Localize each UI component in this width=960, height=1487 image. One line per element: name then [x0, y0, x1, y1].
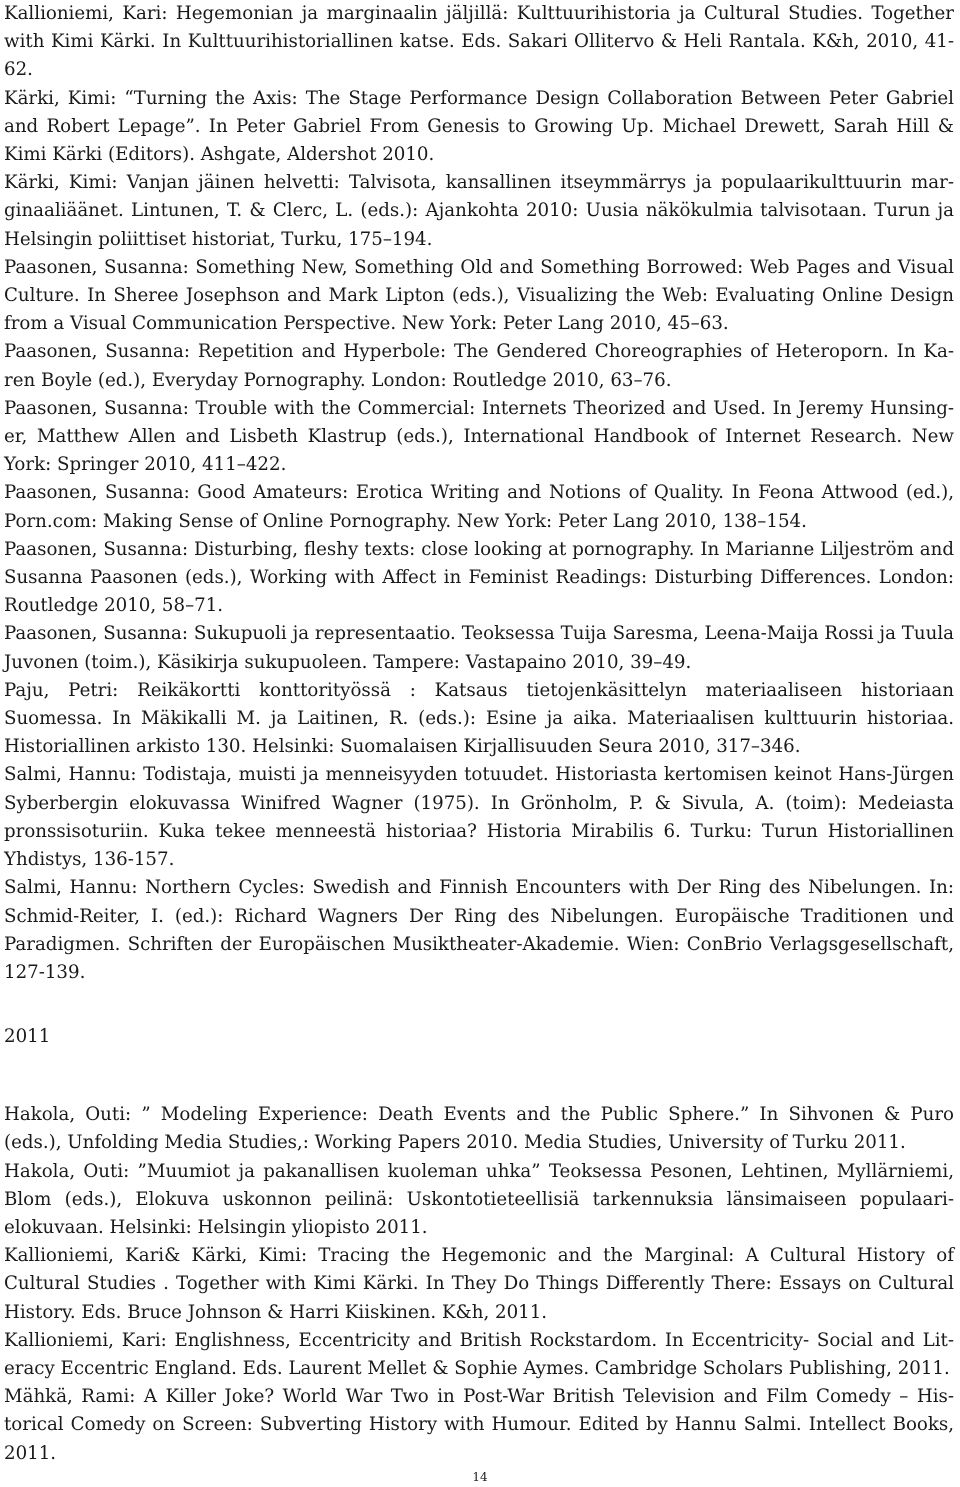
reference-entry: Paasonen, Susanna: Something New, Something Old and Something Borrowed: Web Pages and Visual Culture. In Sheree Josephson and Mark Lipton (eds.), Visualizing the Web: Evaluating Online Design from a Visual Communication Perspective. New York: Peter Lang 2010, 45–63.	[4, 256, 954, 335]
reference-entry: Salmi, Hannu: Northern Cycles: Swedish and Finnish Encounters with Der Ring des Nibelungen. In: Schmid-Reiter, I. (ed.): Richard Wagners Der Ring des Nibelungen. Europäische Traditionen und Paradigmen. Schriften der Europäischen Musiktheater-Akademie. Wien: ConBrio Verlagsgesellschaft, 127-139.	[4, 877, 954, 983]
reference-entry: Salmi, Hannu: Todistaja, muisti ja menneisyyden totuudet. Historiasta kertomisen keinot Hans-Jürgen Syberbergin elokuvassa Winifred Wagner (1975). In Grönholm, P. & Sivula, A. (toim): Medeiasta pronssisoturiin. Kuka tekee menneestä historiaa? Historia Mirabilis 6. Turku: Turun Historiallinen Yhdistys, 136-157.	[4, 764, 954, 871]
reference-entry: Hakola, Outi: ”Muumiot ja pakanallisen kuoleman uhka” Teoksessa Pesonen, Lehtinen, Myllärniemi, Blom (eds.), Elokuva uskonnon peilinä: Uskontotieteellisiä tarkennuksia länsimaiseen populaarielokuvaan. Helsinki: Helsingin yliopisto 2011.	[4, 1160, 954, 1238]
reference-entry: Paasonen, Susanna: Sukupuoli ja representaatio. Teoksessa Tuija Saresma, Leena-Maija Rossi ja Tuula Juvonen (toim.), Käsikirja sukupuoleen. Tampere: Vastapaino 2010, 39–49.	[4, 623, 954, 673]
reference-entry: Kärki, Kimi: “Turning the Axis: The Stage Performance Design Collaboration Between Peter Gabriel and Robert Lepage”. In Peter Gabriel From Genesis to Growing Up. Michael Drewett, Sarah Hill & Kimi Kärki (Editors). Ashgate, Aldershot 2010.	[4, 87, 954, 166]
year-heading: 2011	[4, 1026, 51, 1048]
reference-entry: Mähkä, Rami: A Killer Joke? World War Two in Post-War British Television and Film Comedy – Historical Comedy on Screen: Subverting History with Humour. Edited by Hannu Salmi. Intellect Books, 2011.	[4, 1386, 954, 1464]
page-content	[4, 0, 954, 1468]
reference-entry: Paasonen, Susanna: Trouble with the Commercial: Internets Theorized and Used. In Jeremy Hunsinger, Matthew Allen and Lisbeth Klastrup (eds.), International Handbook of Internet Research. New York: Springer 2010, 411–422.	[4, 397, 954, 476]
reference-entry: Paju, Petri: Reikäkortti konttorityössä : Katsaus tietojenkäsittelyn materiaaliseen historiaan Suomessa. In Mäkikalli M. ja Laitinen, R. (eds.): Esine ja aika. Materiaalisen kulttuurin historiaa. Historiallinen arkisto 130. Helsinki: Suomalaisen Kirjallisuuden Seura 2010, 317–346.	[4, 679, 954, 758]
page-number: 14	[472, 1470, 488, 1484]
reference-entry: Paasonen, Susanna: Good Amateurs: Erotica Writing and Notions of Quality. In Feona Attwood (ed.), Porn.com: Making Sense of Online Pornography. New York: Peter Lang 2010, 138–154.	[4, 482, 954, 532]
reference-entry: Kallioniemi, Kari: Hegemonian ja marginaalin jäljillä: Kulttuurihistoria ja Cultural Studies. Together with Kimi Kärki. In Kulttuurihistoriallinen katse. Eds. Sakari Ollitervo & Heli Rantala. K&h, 2010, 41-62.	[4, 3, 954, 81]
reference-entry: Kallioniemi, Kari: Englishness, Eccentricity and British Rockstardom. In Eccentricity- Social and Literacy Eccentric England. Eds. Laurent Mellet & Sophie Aymes. Cambridge Scholars Publishing, 2011.	[4, 1329, 954, 1379]
reference-list-2011	[4, 1101, 954, 1468]
reference-list-2010	[4, 0, 954, 987]
reference-entry: Paasonen, Susanna: Repetition and Hyperbole: The Gendered Choreographies of Heteroporn. In Karen Boyle (ed.), Everyday Pornography. London: Routledge 2010, 63–76.	[4, 341, 954, 391]
reference-entry: Kallioniemi, Kari& Kärki, Kimi: Tracing the Hegemonic and the Marginal: A Cultural History of Cultural Studies . Together with Kimi Kärki. In They Do Things Differently There: Essays on Cultural History. Eds. Bruce Johnson & Harri Kiiskinen. K&h, 2011.	[4, 1245, 954, 1323]
reference-entry: Hakola, Outi: ” Modeling Experience: Death Events and the Public Sphere.” In Sihvonen & Puro (eds.), Unfolding Media Studies,: Working Papers 2010. Media Studies, University of Turku 2011.	[4, 1104, 954, 1154]
reference-entry: Kärki, Kimi: Vanjan jäinen helvetti: Talvisota, kansallinen itseymmärrys ja populaarikulttuurin marginaaliäänet. Lintunen, T. & Clerc, L. (eds.): Ajankohta 2010: Uusia näkökulmia talvisotaan. Turun ja Helsingin poliittiset historiat, Turku, 175–194.	[4, 172, 954, 250]
reference-entry: Paasonen, Susanna: Disturbing, fleshy texts: close looking at pornography. In Marianne Liljeström and Susanna Paasonen (eds.), Working with Affect in Feminist Readings: Disturbing Differences. London: Routledge 2010, 58–71.	[4, 538, 954, 617]
